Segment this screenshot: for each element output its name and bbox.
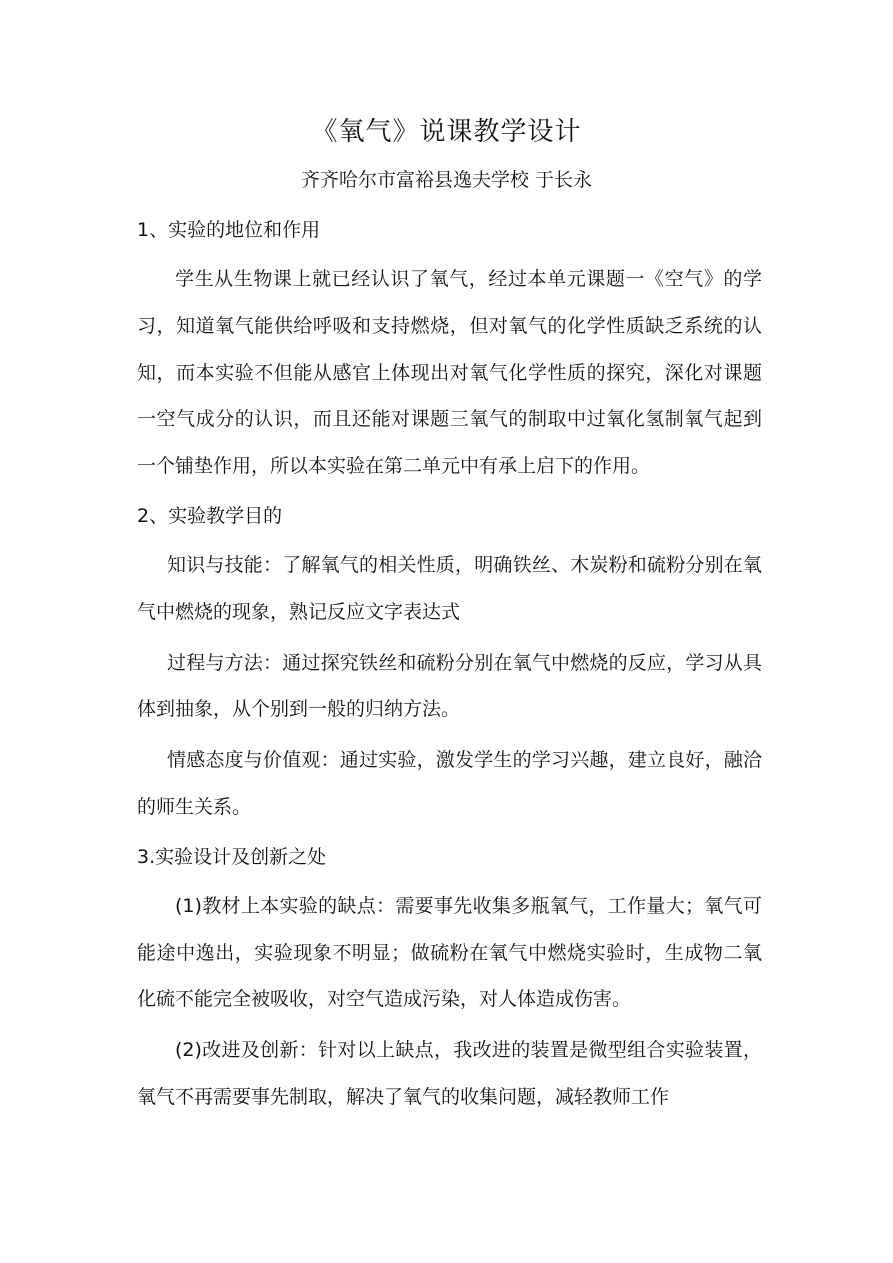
paragraph-knowledge-skills: 知识与技能：了解氧气的相关性质，明确铁丝、木炭粉和硫粉分别在氧气中燃烧的现象，熟记反应文字表达式	[137, 553, 762, 623]
section-heading-3: 3.实验设计及创新之处	[137, 845, 327, 868]
paragraph-emotion-values: 情感态度与价值观：通过实验，激发学生的学习兴趣，建立良好，融洽的师生关系。	[137, 749, 762, 818]
paragraph-improvement: (2)改进及创新：针对以上缺点，我改进的装置是微型组合实验装置，氧气不再需要事先制取，解决了氧气的收集问题，减轻教师工作	[137, 1039, 762, 1108]
author-line: 齐齐哈尔市富裕县逸夫学校 于长永	[300, 169, 593, 191]
paragraph-textbook-shortcomings: (1)教材上本实验的缺点：需要事先收集多瓶氧气，工作量大；氧气可能途中逸出，实验现象不明显；做硫粉在氧气中燃烧实验时，生成物二氧化硫不能完全被吸收，对空气造成污染，对人体造成伤害。	[137, 894, 762, 1011]
paragraph-role: 学生从生物课上就已经认识了氧气，经过本单元课题一《空气》的学习，知道氧气能供给呼吸和支持燃烧，但对氧气的化学性质缺乏系统的认知，而本实验不但能从感官上体现出对氧气化学性质的探究，深化对课题一空气成分的认识，而且还能对课题三氧气的制取中过氧化氢制氧气起到一个铺垫作用，所以本实验在第二单元中有承上启下的作用。	[137, 268, 762, 478]
document-title: 《氧气》说课教学设计	[311, 117, 582, 147]
document-body	[137, 208, 762, 1125]
paragraph-process-method: 过程与方法：通过探究铁丝和硫粉分别在氧气中燃烧的反应，学习从具体到抽象，从个别到一般的归纳方法。	[137, 651, 762, 721]
section-heading-1: 1、实验的地位和作用	[137, 219, 321, 241]
section-heading-2: 2、实验教学目的	[137, 504, 283, 527]
